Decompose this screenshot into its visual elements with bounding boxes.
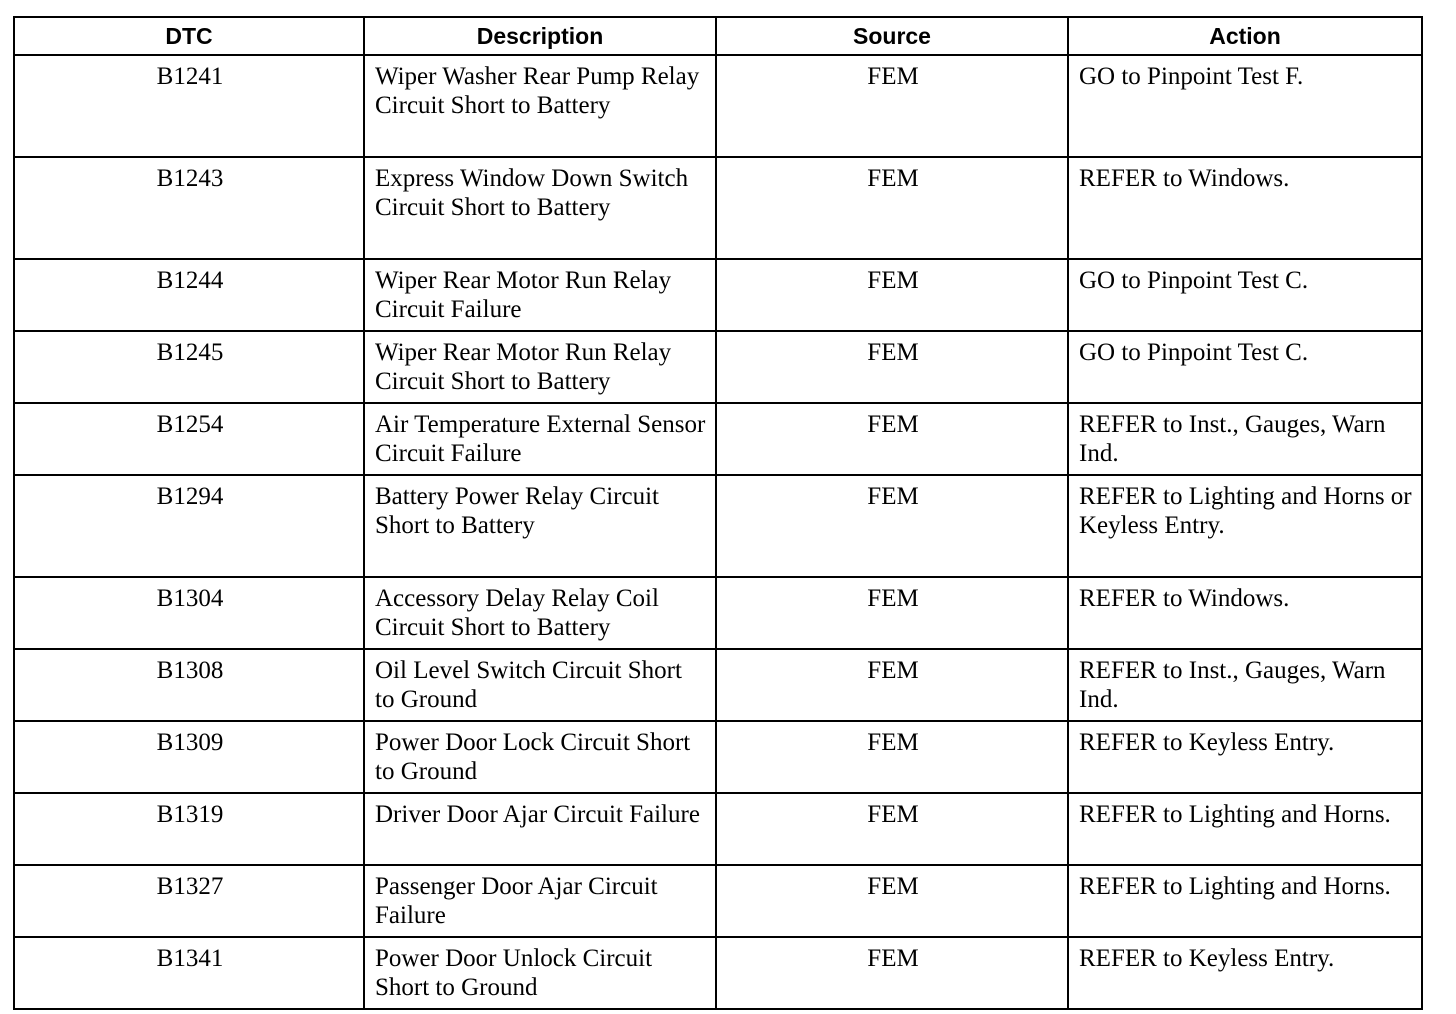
dtc-action: REFER to Inst., Gauges, Warn Ind. xyxy=(1068,403,1422,475)
dtc-action: REFER to Lighting and Horns. xyxy=(1068,793,1422,865)
dtc-description: Power Door Unlock Circuit Short to Ground xyxy=(364,937,716,1009)
dtc-action: REFER to Windows. xyxy=(1068,157,1422,259)
table-row xyxy=(14,793,1422,865)
dtc-description: Battery Power Relay Circuit Short to Battery xyxy=(364,475,716,577)
dtc-source: FEM xyxy=(716,793,1068,865)
dtc-action: REFER to Windows. xyxy=(1068,577,1422,649)
dtc-description: Passenger Door Ajar Circuit Failure xyxy=(364,865,716,937)
dtc-description: Power Door Lock Circuit Short to Ground xyxy=(364,721,716,793)
dtc-code: B1309 xyxy=(14,721,364,793)
column-header-description: Description xyxy=(364,17,716,55)
dtc-description: Air Temperature External Sensor Circuit Failure xyxy=(364,403,716,475)
dtc-description: Express Window Down Switch Circuit Short to Battery xyxy=(364,157,716,259)
dtc-code: B1308 xyxy=(14,649,364,721)
table-row xyxy=(14,865,1422,937)
dtc-source: FEM xyxy=(716,157,1068,259)
dtc-code: B1243 xyxy=(14,157,364,259)
dtc-action: GO to Pinpoint Test C. xyxy=(1068,259,1422,331)
dtc-source: FEM xyxy=(716,937,1068,1009)
dtc-action: GO to Pinpoint Test C. xyxy=(1068,331,1422,403)
dtc-description: Wiper Rear Motor Run Relay Circuit Short to Battery xyxy=(364,331,716,403)
dtc-source: FEM xyxy=(716,259,1068,331)
dtc-code: B1341 xyxy=(14,937,364,1009)
dtc-source: FEM xyxy=(716,865,1068,937)
dtc-code: B1319 xyxy=(14,793,364,865)
dtc-source: FEM xyxy=(716,649,1068,721)
dtc-table xyxy=(13,16,1423,1010)
dtc-code: B1304 xyxy=(14,577,364,649)
table-row xyxy=(14,55,1422,157)
dtc-code: B1241 xyxy=(14,55,364,157)
dtc-description: Driver Door Ajar Circuit Failure xyxy=(364,793,716,865)
dtc-action: REFER to Lighting and Horns or Keyless Entry. xyxy=(1068,475,1422,577)
dtc-description: Wiper Washer Rear Pump Relay Circuit Short to Battery xyxy=(364,55,716,157)
dtc-source: FEM xyxy=(716,475,1068,577)
dtc-action: GO to Pinpoint Test F. xyxy=(1068,55,1422,157)
table-row xyxy=(14,331,1422,403)
header-row xyxy=(14,17,1422,55)
table-row xyxy=(14,649,1422,721)
dtc-action: REFER to Lighting and Horns. xyxy=(1068,865,1422,937)
dtc-code: B1244 xyxy=(14,259,364,331)
dtc-source: FEM xyxy=(716,721,1068,793)
table-row xyxy=(14,577,1422,649)
dtc-code: B1254 xyxy=(14,403,364,475)
dtc-source: FEM xyxy=(716,55,1068,157)
column-header-source: Source xyxy=(716,17,1068,55)
dtc-source: FEM xyxy=(716,577,1068,649)
table-row xyxy=(14,475,1422,577)
table-row xyxy=(14,157,1422,259)
table-row xyxy=(14,259,1422,331)
column-header-action: Action xyxy=(1068,17,1422,55)
dtc-source: FEM xyxy=(716,403,1068,475)
dtc-description: Accessory Delay Relay Coil Circuit Short to Battery xyxy=(364,577,716,649)
dtc-code: B1294 xyxy=(14,475,364,577)
table-row xyxy=(14,937,1422,1009)
dtc-action: REFER to Keyless Entry. xyxy=(1068,937,1422,1009)
table-row xyxy=(14,721,1422,793)
dtc-action: REFER to Keyless Entry. xyxy=(1068,721,1422,793)
dtc-code: B1327 xyxy=(14,865,364,937)
column-header-dtc: DTC xyxy=(14,17,364,55)
dtc-code: B1245 xyxy=(14,331,364,403)
table-row xyxy=(14,403,1422,475)
dtc-action: REFER to Inst., Gauges, Warn Ind. xyxy=(1068,649,1422,721)
dtc-description: Oil Level Switch Circuit Short to Ground xyxy=(364,649,716,721)
dtc-description: Wiper Rear Motor Run Relay Circuit Failure xyxy=(364,259,716,331)
dtc-source: FEM xyxy=(716,331,1068,403)
